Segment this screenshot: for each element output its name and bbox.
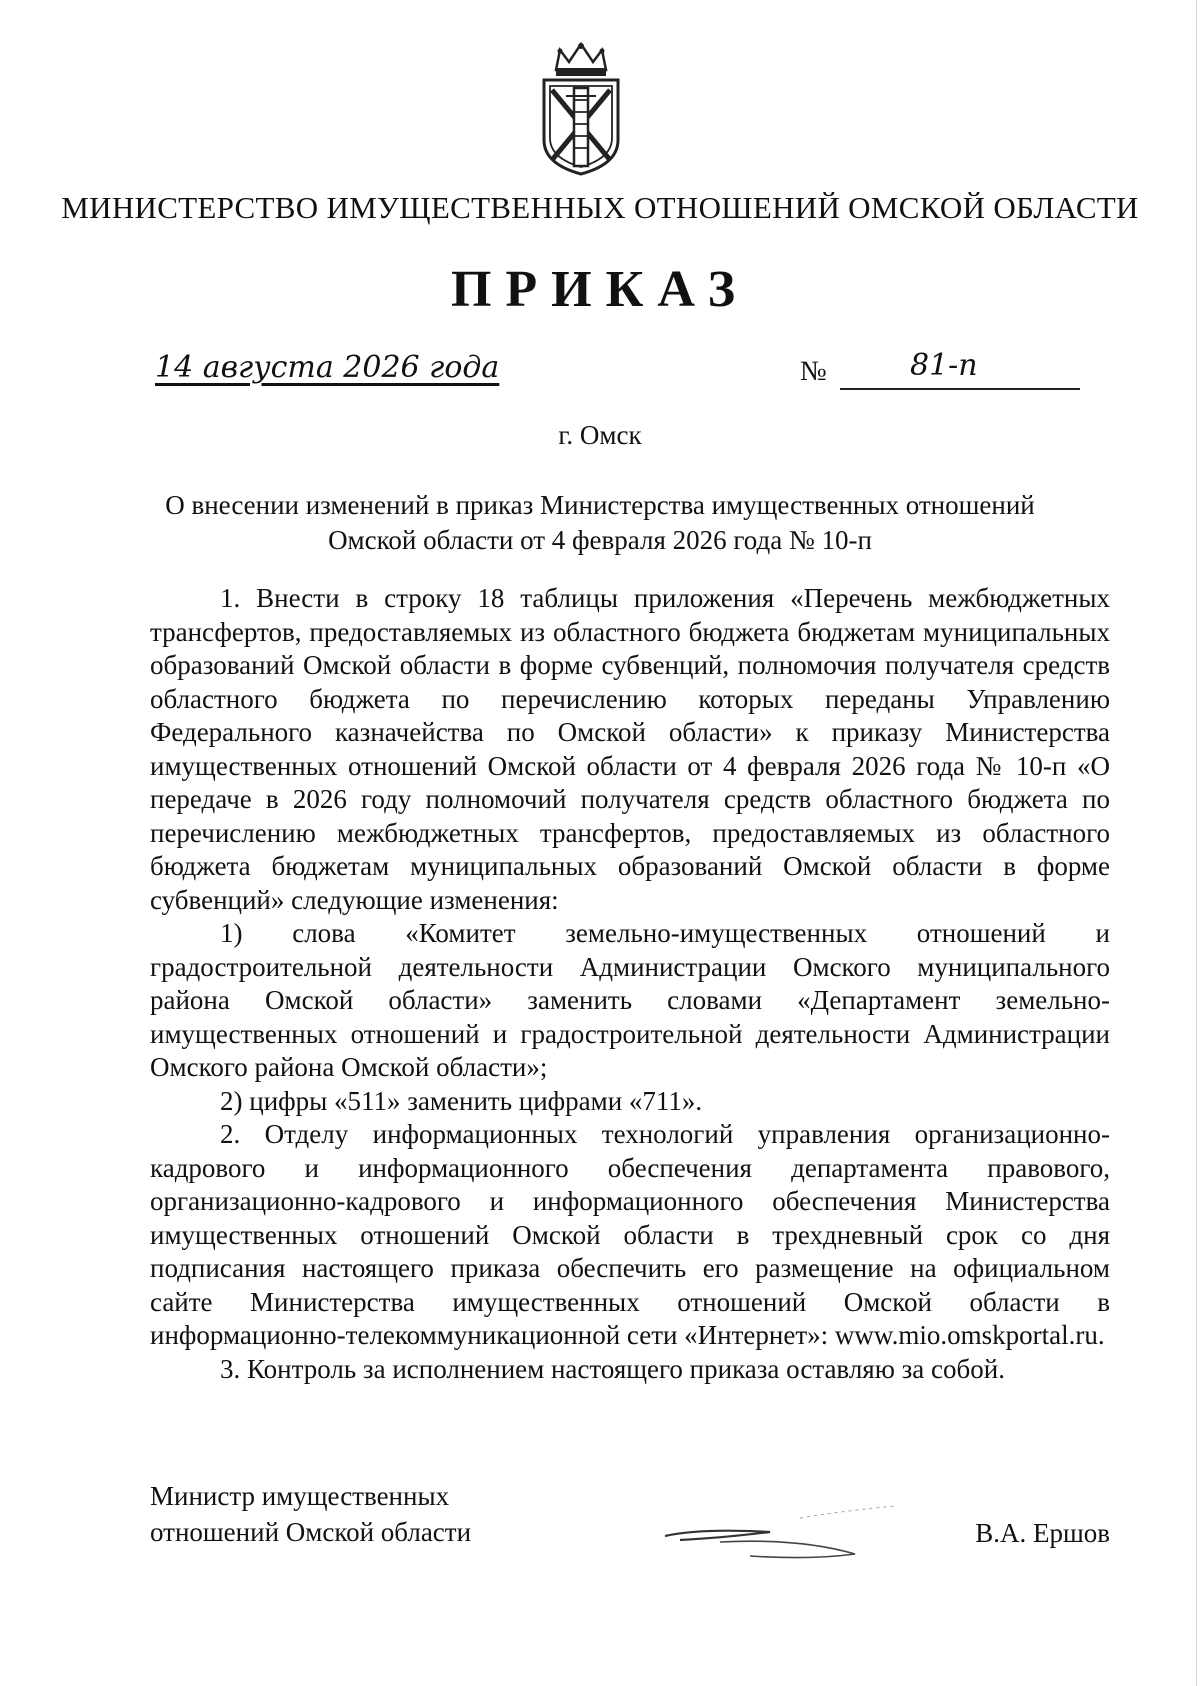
city-line: г. Омск: [558, 420, 642, 450]
handwritten-signature: [660, 1498, 900, 1568]
number-underline: [840, 388, 1080, 390]
order-number: 81-п: [910, 348, 978, 383]
number-sign: №: [800, 356, 827, 387]
paragraph-3: 3. Контроль за исполнением настоящего приказа оставляю за собой.: [220, 1353, 1005, 1384]
subject-line-1: О внесении изменений в приказ Министерства имущественных отношений: [165, 490, 1035, 520]
paragraph-1-1: 1) слова «Комитет земельно-имущественных отношений и градостроительной деятельности Администрации Омского муниципального района Омской области» заменить словами «Департамент земельно-имущественных отношений и градостроительной деятельности Администрации Омского района Омской области»;: [150, 918, 1110, 1082]
paragraph-1: 1. Внести в строку 18 таблицы приложения «Перечень межбюджетных трансфертов, предоставляемых из областного бюджета бюджетам муниципальных образований Омской области в форме субвенций, полномочия получателя средств областного бюджета по перечислению которых переданы Управлению Федерального казначейства по Омской области» к приказу Министерства имущественных отношений Омской области от 4 февраля 2026 года № 10-п «О передаче в 2026 году полномочий получателя средств областного бюджета по перечислению межбюджетных трансфертов, предоставляемых из областного бюджета бюджетам муниципальных образований Омской области в форме субвенций» следующие изменения:: [150, 583, 1110, 915]
order-body: [150, 582, 1110, 1386]
paragraph-2: 2. Отделу информационных технологий управления организационно-кадрового и информационного обеспечения департамента правового, организационно-кадрового и информационного обеспечения Министерства имущественных отношений Омской области в трехдневный срок со дня подписания настоящего приказа обеспечить его размещение на официальном сайте Министерства имущественных отношений Омской области в информационно-телекоммуникационной сети «Интернет»: www.mio.omskportal.ru.: [150, 1119, 1110, 1350]
signer-title-line-2: отношений Омской области: [150, 1517, 472, 1547]
ministry-name: МИНИСТЕРСТВО ИМУЩЕСТВЕННЫХ ОТНОШЕНИЙ ОМСКОЙ ОБЛАСТИ: [61, 190, 1139, 225]
scan-edge-shadow: [1194, 0, 1200, 1686]
order-number-field: [800, 348, 1080, 388]
signer-title-line-1: Министр имущественных: [150, 1481, 450, 1511]
subject-line-2: Омской области от 4 февраля 2026 года № 10-п: [328, 525, 872, 555]
order-subject: [100, 488, 1100, 558]
signer-name: В.А. Ершов: [975, 1518, 1110, 1548]
omsk-oblast-coat-of-arms-icon: [536, 40, 626, 176]
paragraph-1-2: 2) цифры «511» заменить цифрами «711».: [220, 1085, 703, 1116]
document-type-title: ПРИКАЗ: [450, 261, 750, 318]
signature-block: [150, 1478, 1110, 1578]
order-date: 14 августа 2026 года: [155, 350, 500, 385]
signer-title: [150, 1478, 471, 1550]
